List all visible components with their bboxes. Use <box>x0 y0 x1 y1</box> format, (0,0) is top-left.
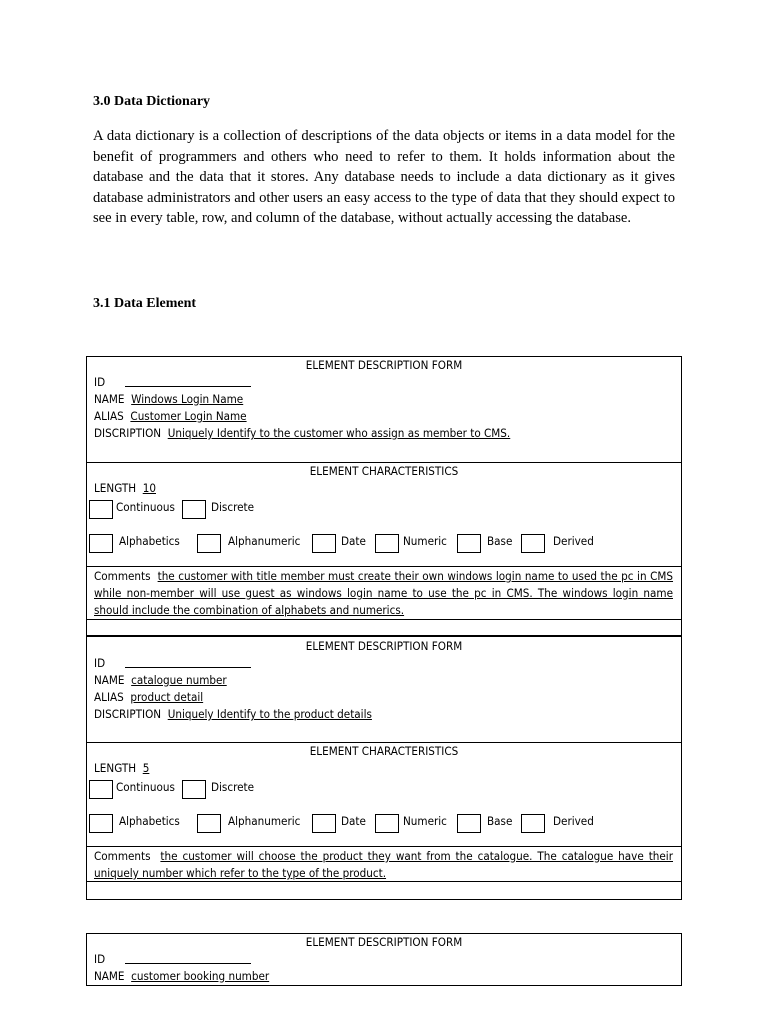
length-row <box>94 760 149 777</box>
name-value: catalogue number <box>131 673 227 687</box>
length-row <box>94 480 156 497</box>
name-row <box>94 391 243 408</box>
base-checkbox[interactable] <box>457 534 481 553</box>
alphanumeric-checkbox[interactable] <box>197 814 221 833</box>
name-row <box>94 672 227 689</box>
description-value: Uniquely Identify to the product details <box>167 707 372 721</box>
description-row <box>94 706 372 723</box>
empty-row <box>87 619 681 637</box>
alias-label: ALIAS <box>94 409 124 423</box>
characteristics-section <box>87 462 681 567</box>
intro-paragraph: A data dictionary is a collection of descriptions of the data objects or items in a data model for the benefit of programmers and others who need to refer to them. It holds information about the database and the data that it stores. Any database needs to include a data dictionary as it gives database administrators and other users an easy access to the type of data that they should expect to see in every table, row, and column of the database, without actually accessing the database. <box>93 128 675 226</box>
id-row <box>94 655 251 672</box>
alphabetics-checkbox[interactable] <box>89 534 113 553</box>
characteristics-title: ELEMENT CHARACTERISTICS <box>309 464 459 478</box>
alias-label: ALIAS <box>94 690 124 704</box>
discrete-label: Discrete <box>211 500 255 514</box>
derived-checkbox[interactable] <box>521 534 545 553</box>
alphabetics-checkbox[interactable] <box>89 814 113 833</box>
discrete-checkbox[interactable] <box>182 780 206 799</box>
id-label: ID <box>94 375 106 389</box>
name-row <box>94 968 269 985</box>
comments-value: the customer with title member must create their own windows login name to used the pc in CMS while non-member will use guest as windows login name to use the pc in CMS. The windows login name should include the combination of alphabets and numerics. <box>94 569 674 617</box>
numeric-checkbox[interactable] <box>375 814 399 833</box>
comments-section <box>87 566 681 620</box>
length-value: 5 <box>142 761 150 775</box>
description-section <box>87 637 681 742</box>
alias-row <box>94 689 203 706</box>
characteristics-section <box>87 742 681 847</box>
form-title: ELEMENT DESCRIPTION FORM <box>305 639 463 653</box>
comments-section <box>87 846 681 882</box>
numeric-label: Numeric <box>403 814 447 828</box>
comments-text <box>94 568 673 619</box>
base-label: Base <box>487 534 513 548</box>
alias-value: product detail <box>130 690 204 704</box>
date-checkbox[interactable] <box>312 814 336 833</box>
name-value: customer booking number <box>131 969 270 983</box>
id-label: ID <box>94 656 106 670</box>
continuous-label: Continuous <box>116 500 175 514</box>
element-description-form-3 <box>86 933 682 986</box>
continuous-checkbox[interactable] <box>89 500 113 519</box>
name-label: NAME <box>94 673 125 687</box>
element-description-form-1 <box>86 356 682 637</box>
discrete-label: Discrete <box>211 780 255 794</box>
alphabetics-label: Alphabetics <box>119 534 180 548</box>
date-checkbox[interactable] <box>312 534 336 553</box>
alias-value: Customer Login Name <box>130 409 247 423</box>
alphanumeric-checkbox[interactable] <box>197 534 221 553</box>
form-title: ELEMENT DESCRIPTION FORM <box>305 935 463 949</box>
continuous-label: Continuous <box>116 780 175 794</box>
alphanumeric-label: Alphanumeric <box>228 534 301 548</box>
description-label: DISCRIPTION <box>94 707 162 721</box>
numeric-checkbox[interactable] <box>375 534 399 553</box>
name-label: NAME <box>94 392 125 406</box>
length-label: LENGTH <box>94 761 137 775</box>
date-label: Date <box>341 534 366 548</box>
name-value: Windows Login Name <box>131 392 244 406</box>
alphanumeric-label: Alphanumeric <box>228 814 301 828</box>
derived-label: Derived <box>553 534 594 548</box>
description-value: Uniquely Identify to the customer who assign as member to CMS. <box>167 426 511 440</box>
section-heading-data-dictionary: 3.0 Data Dictionary <box>93 94 211 109</box>
form-title: ELEMENT DESCRIPTION FORM <box>305 358 463 372</box>
id-row <box>94 374 251 391</box>
section-heading-data-element: 3.1 Data Element <box>93 296 197 311</box>
numeric-label: Numeric <box>403 534 447 548</box>
derived-label: Derived <box>553 814 594 828</box>
name-label: NAME <box>94 969 125 983</box>
base-label: Base <box>487 814 513 828</box>
id-row <box>94 951 251 968</box>
description-label: DISCRIPTION <box>94 426 162 440</box>
alphabetics-label: Alphabetics <box>119 814 180 828</box>
description-section <box>87 357 681 462</box>
id-blank <box>125 374 251 387</box>
comments-label: Comments <box>94 569 151 583</box>
discrete-checkbox[interactable] <box>182 500 206 519</box>
id-label: ID <box>94 952 106 966</box>
id-blank <box>125 655 251 668</box>
continuous-checkbox[interactable] <box>89 780 113 799</box>
comments-text <box>94 848 673 882</box>
element-description-form-2 <box>86 637 682 900</box>
characteristics-title: ELEMENT CHARACTERISTICS <box>309 744 459 758</box>
length-value: 10 <box>142 481 156 495</box>
length-label: LENGTH <box>94 481 137 495</box>
alias-row <box>94 408 247 425</box>
derived-checkbox[interactable] <box>521 814 545 833</box>
comments-value: the customer will choose the product they want from the catalogue. The catalogue have their uniquely number which refer to the type of the product. <box>94 849 673 880</box>
comments-label: Comments <box>94 849 151 863</box>
date-label: Date <box>341 814 366 828</box>
base-checkbox[interactable] <box>457 814 481 833</box>
id-blank <box>125 951 251 964</box>
description-row <box>94 425 510 442</box>
empty-row <box>87 881 681 899</box>
